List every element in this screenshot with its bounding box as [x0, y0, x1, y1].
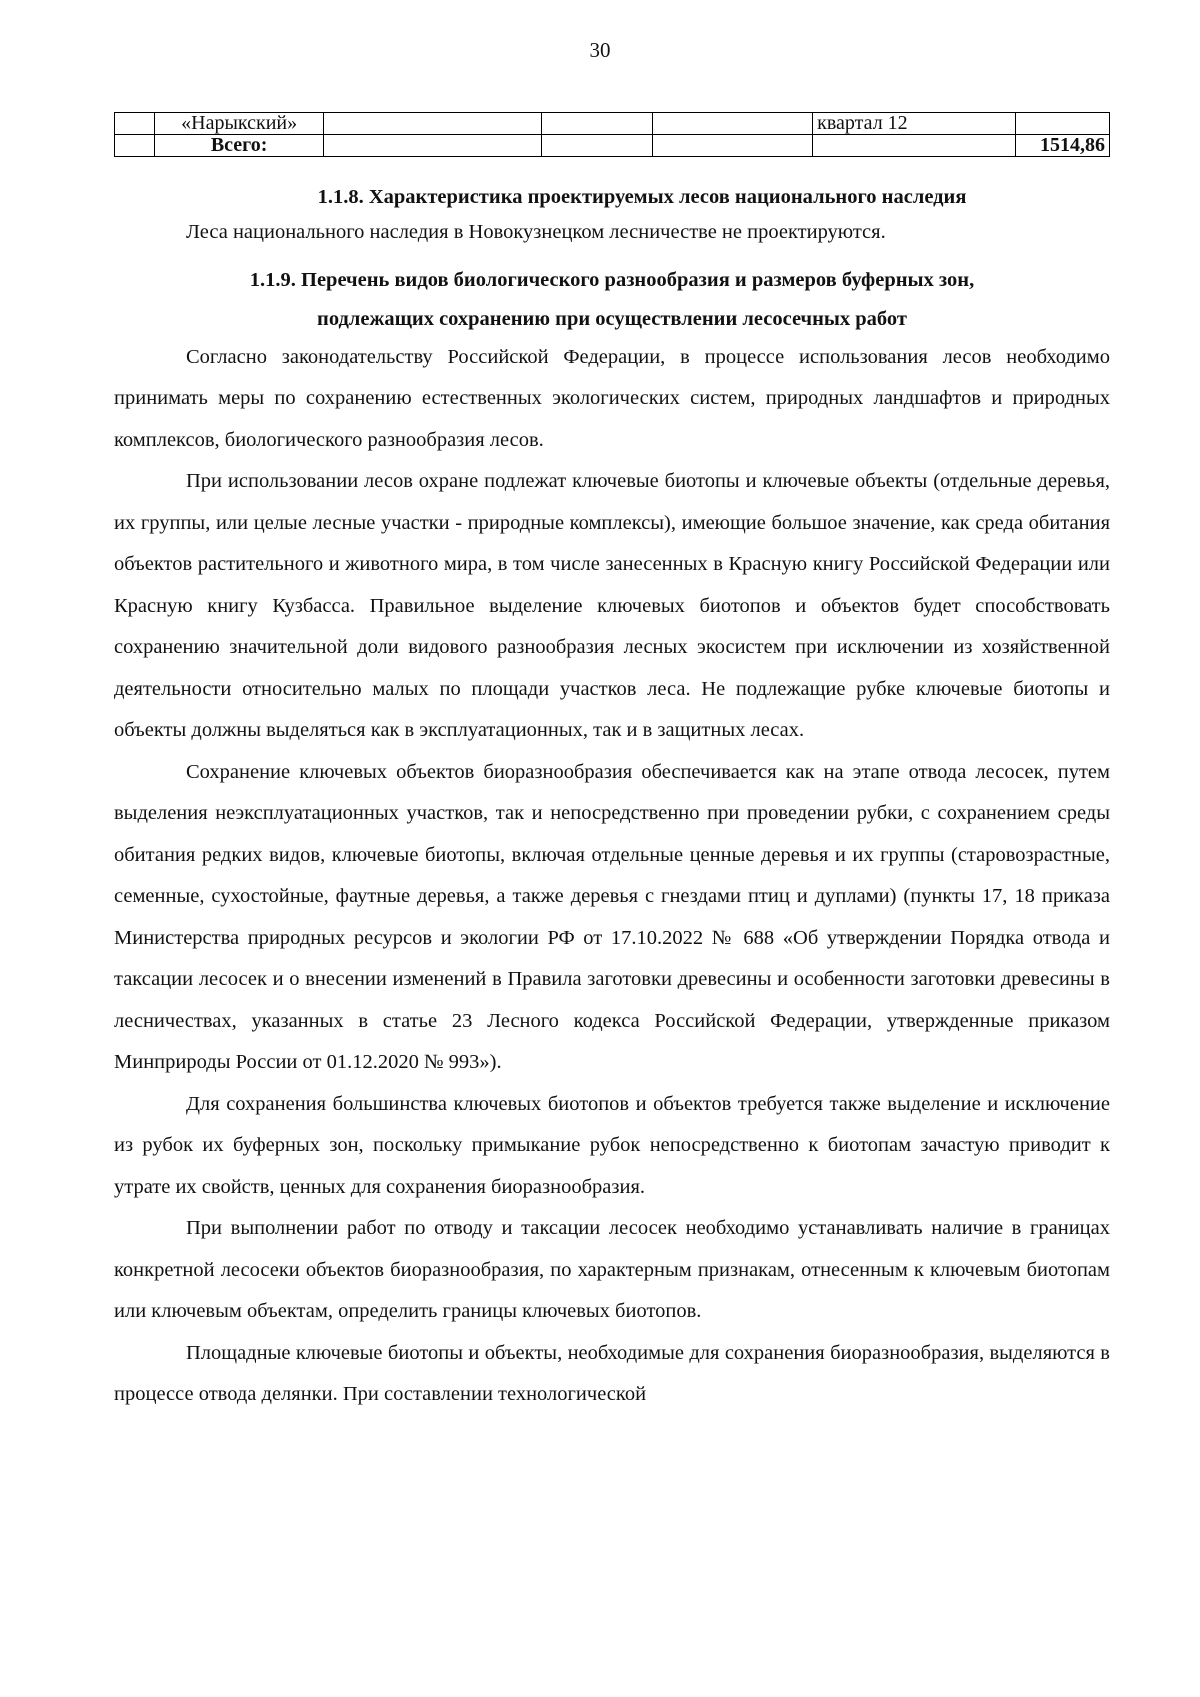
table-row: [115, 113, 1110, 135]
section-heading-1-1-9-line1: 1.1.9. Перечень видов биологического разнообразия и размеров буферных зон,: [249, 268, 975, 291]
section-heading-1-1-9-line2: подлежащих сохранению при осуществлении лесосечных работ: [317, 307, 907, 330]
paragraph: Согласно законодательству Российской Федерации, в процессе использования лесов необходимо принимать меры по сохранению естественных экологических систем, природных ландшафтов и природных комплексов, биологического разнообразия лесов.: [114, 345, 1110, 451]
summary-table: [114, 112, 1110, 157]
table-cell: [653, 135, 813, 157]
table-cell-name: «Нарыкский»: [154, 113, 323, 135]
table-cell: [324, 135, 542, 157]
total-label: Всего:: [154, 135, 323, 157]
table-cell: [813, 135, 1016, 157]
table-row-total: [115, 135, 1110, 157]
section-heading-1-1-8: 1.1.8. Характеристика проектируемых лесов национального наследия: [317, 186, 967, 208]
paragraph: При использовании лесов охране подлежат ключевые биотопы и ключевые объекты (отдельные деревья, их группы, или целые лесные участки - природные комплексы), имеющие большое значение, как среда обитания объектов растительного и животного мира, в том числе занесенных в Красную книгу Российской Федерации или Красную книгу Кузбасса. Правильное выделение ключевых биотопов и объектов будет способствовать сохранению значительной доли видового разнообразия лесных экосистем при исключении из хозяйственной деятельности относительно малых по площади участков леса. Не подлежащие рубке ключевые биотопы и объекты должны выделяться как в эксплуатационных, так и в защитных лесах.: [114, 470, 1110, 741]
page-number: 30: [589, 38, 611, 62]
paragraph: Для сохранения большинства ключевых биотопов и объектов требуется также выделение и исключение из рубок их буферных зон, поскольку примыкание рубок непосредственно к биотопам зачастую приводит к утрате их свойств, ценных для сохранения биоразнообразия.: [114, 1092, 1110, 1198]
table-cell: [653, 113, 813, 135]
table-cell: [324, 113, 542, 135]
table-cell: [1015, 113, 1109, 135]
table-cell-location: квартал 12: [813, 113, 1016, 135]
table-cell: [115, 135, 155, 157]
total-value: 1514,86: [1015, 135, 1109, 157]
paragraph: При выполнении работ по отводу и таксации лесосек необходимо устанавливать наличие в границах конкретной лесосеки объектов биоразнообразия, по характерным признакам, отнесенным к ключевым биотопам или ключевым объектам, определить границы ключевых биотопов.: [114, 1217, 1110, 1322]
section-text-1-1-8: Леса национального наследия в Новокузнецком лесничестве не проектируются.: [186, 221, 886, 243]
table-cell: [115, 113, 155, 135]
table-cell: [542, 113, 653, 135]
table-cell: [542, 135, 653, 157]
paragraph: Площадные ключевые биотопы и объекты, необходимые для сохранения биоразнообразия, выделяются в процессе отвода делянки. При составлении технологической: [114, 1341, 1110, 1405]
page-content: [114, 182, 1110, 1416]
paragraph: Сохранение ключевых объектов биоразнообразия обеспечивается как на этапе отвода лесосек, путем выделения неэксплуатационных участков, так и непосредственно при проведении рубки, с сохранением среды обитания редких видов, ключевые биотопы, включая отдельные ценные деревья и их группы (старовозрастные, семенные, сухостойные, фаутные деревья, а также деревья с гнездами птиц и дуплами) (пункты 17, 18 приказа Министерства природных ресурсов и экологии РФ от 17.10.2022 № 688 «Об утверждении Порядка отвода и таксации лесосек и о внесении изменений в Правила заготовки древесины и особенности заготовки древесины в лесничествах, указанных в статье 23 Лесного кодекса Российской Федерации, утвержденные приказом Минприроды России от 01.12.2020 № 993»).: [114, 760, 1110, 1073]
